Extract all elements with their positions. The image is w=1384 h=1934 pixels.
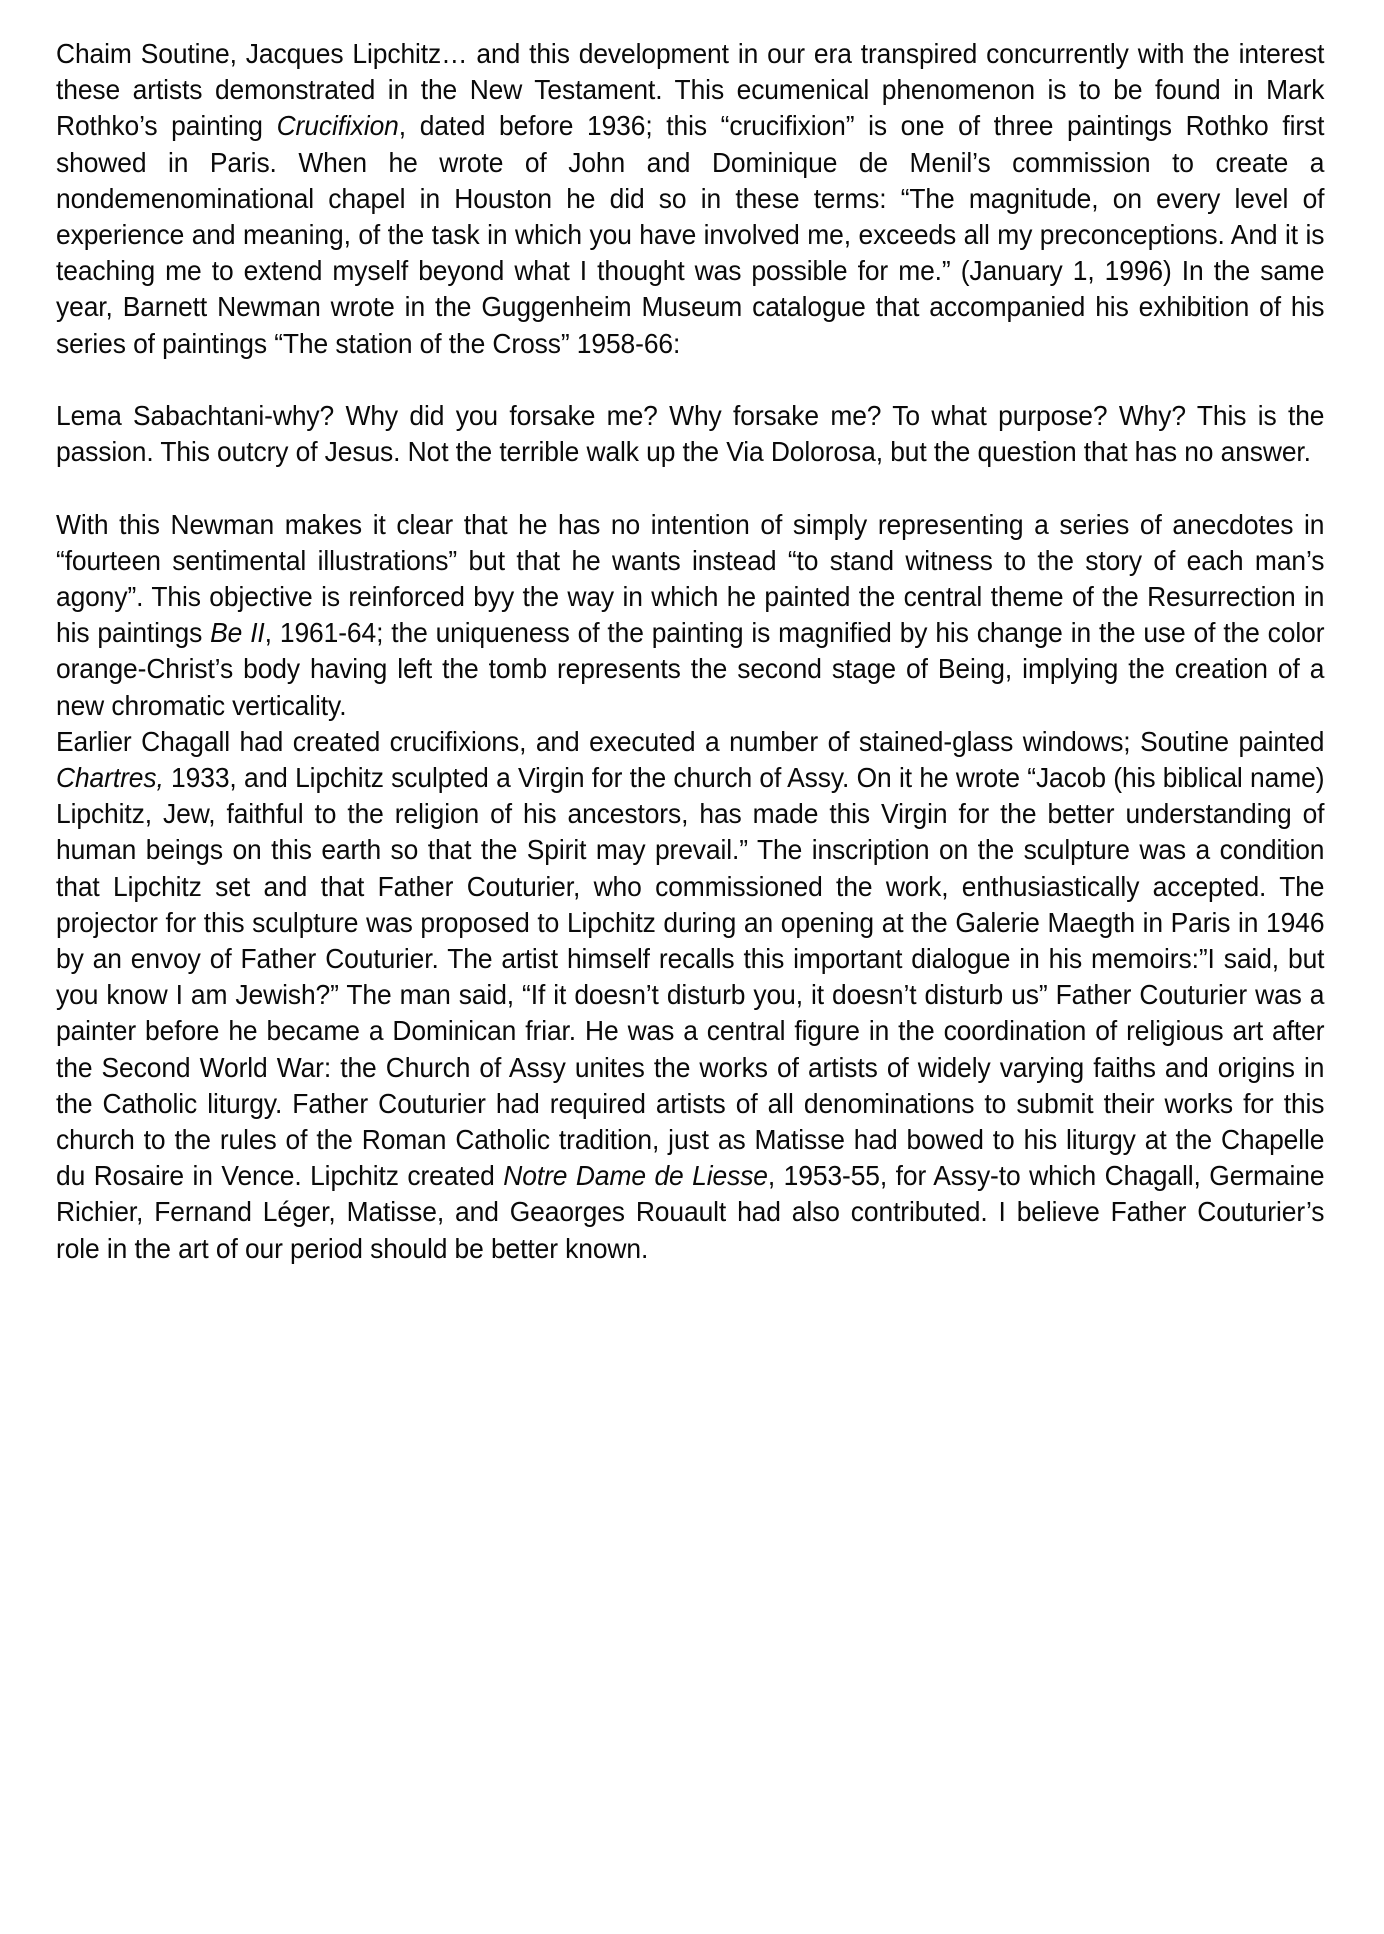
italic-title-run: Notre Dame de Liesse — [503, 1160, 768, 1192]
paragraph-gap-2 — [56, 470, 1324, 506]
text-run: With this Newman makes it clear that he has no intention of simply representing a series of anecdotes in “fourteen sentimental illustrations” but that he wants instead “to stand witness to the story of each man’s agony”. This objective is reinforced byy the way in which he painted the central theme of the Resurrection in his paintings — [56, 508, 1325, 649]
paragraph-block-4 — [56, 724, 1324, 1267]
paragraph-block-1 — [56, 36, 1324, 362]
text-run: , 1953-55, for Assy-to which Chagall, Germaine Richier, Fernand Léger, Matisse, and Geaorges Rouault had also contributed. I believe Father Couturier’s role in the art of our period should be better known. — [56, 1160, 1325, 1264]
paragraph-block-3 — [56, 507, 1324, 724]
paragraph-block-2 — [56, 398, 1324, 470]
paragraph-4 — [56, 724, 1324, 1267]
paragraph-1 — [56, 36, 1324, 362]
italic-title-run: Be II — [210, 617, 265, 649]
italic-title-run: Chartres, — [56, 762, 164, 794]
text-run: , dated before 1936; this “crucifixion” is one of three paintings Rothko first showed in Paris. When he wrote of John and Dominique de Menil’s commission to create a nondemenominational chapel in Houston he did so in these terms: “The magnitude, on every level of experience and meaning, of the task in which you have involved me, exceeds all my preconceptions. And it is teaching me to extend myself beyond what I thought was possible for me.” (January 1, 1996) In the same year, Barnett Newman wrote in the Guggenheim Museum catalogue that accompanied his exhibition of his series of paintings “The station of the Cross” 1958-66: — [56, 110, 1325, 359]
text-run: Chaim Soutine, Jacques Lipchitz… and this development in our era transpired concurrently with the interest these artists demonstrated in the New Testament. This ecumenical phenomenon is to be found in Mark Rothko’s painting — [56, 38, 1325, 142]
paragraph-gap-1 — [56, 362, 1324, 398]
text-run: , 1961-64; the uniqueness of the painting is magnified by his change in the use of the color orange-Christ’s body having left the tomb represents the second stage of Being, implying the creation of a new chromatic verticality. — [56, 617, 1325, 721]
paragraph-2 — [56, 398, 1324, 470]
text-run: 1933, and Lipchitz sculpted a Virgin for the church of Assy. On it he wrote “Jacob (his biblical name) Lipchitz, Jew, faithful to the religion of his ancestors, has made this Virgin for the better understanding of human beings on this earth so that the Spirit may prevail.” The inscription on the sculpture was a condition that Lipchitz set and that Father Couturier, who commissioned the work, enthusiastically accepted. The projector for this sculpture was proposed to Lipchitz during an opening at the Galerie Maegth in Paris in 1946 by an envoy of Father Couturier. The artist himself recalls this important dialogue in his memoirs:”I said, but you know I am Jewish?” The man said, “If it doesn’t disturb you, it doesn’t disturb us” Father Couturier was a painter before he became a Dominican friar. He was a central figure in the coordination of religious art after the Second World War: the Church of Assy unites the works of artists of widely varying faiths and origins in the Catholic liturgy. Father Couturier had required artists of all denominations to submit their works for this church to the rules of the Roman Catholic tradition, just as Matisse had bowed to his liturgy at the Chapelle du Rosaire in Vence. Lipchitz created — [56, 762, 1325, 1192]
document-body — [56, 36, 1324, 1267]
italic-title-run: Crucifixion — [276, 110, 399, 142]
text-run: Earlier Chagall had created crucifixions, and executed a number of stained-glass windows; Soutine painted — [56, 725, 1325, 757]
text-run: Lema Sabachtani-why? Why did you forsake me? Why forsake me? To what purpose? Why? This is the passion. This outcry of Jesus. Not the terrible walk up the Via Dolorosa, but the question that has no answer. — [56, 400, 1325, 468]
paragraph-3 — [56, 507, 1324, 724]
